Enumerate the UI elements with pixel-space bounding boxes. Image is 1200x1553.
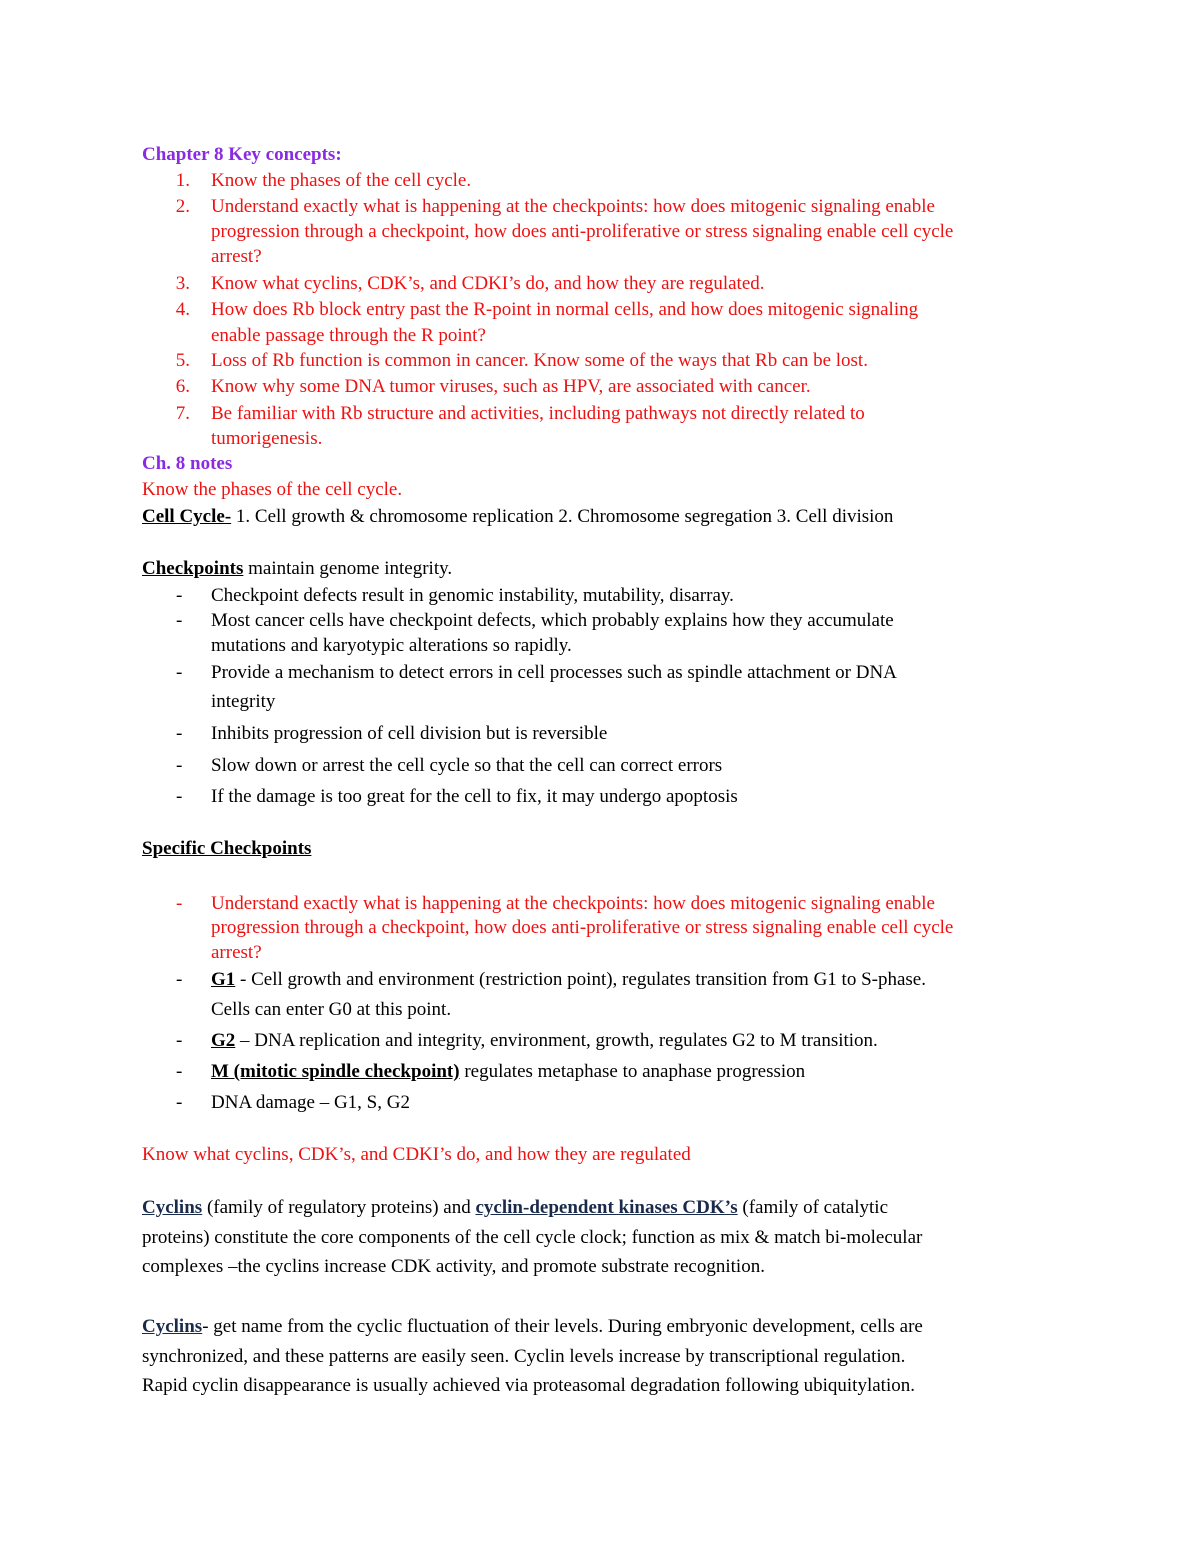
list-number: 1. <box>175 170 190 191</box>
list-number: 6. <box>175 376 190 397</box>
list-item-text: How does Rb block entry past the R-point in normal cells, and how does mitogenic signaling <box>211 299 919 320</box>
cell-cycle-definition <box>142 506 893 528</box>
cyclins-term: Cyclins <box>142 1197 203 1218</box>
bullet-dash: - <box>176 969 183 990</box>
bullet-text: mutations and karyotypic alterations so rapidly. <box>211 635 572 656</box>
list-item-text: Know the phases of the cell cycle. <box>211 170 472 191</box>
cyclins-line-1 <box>142 1197 888 1219</box>
checkpoints-text: maintain genome integrity. <box>243 558 453 579</box>
list-item-text: Know what cyclins, CDK’s, and CDKI’s do, and how they are regulated. <box>211 273 765 294</box>
cyclins-prompt: Know what cyclins, CDK’s, and CDKI’s do, and how they are regulated <box>142 1144 691 1165</box>
bullet-dash: - <box>176 786 183 807</box>
bullet-dash: - <box>176 662 183 683</box>
list-item-text: progression through a checkpoint, how does anti-proliferative or stress signaling enable cell cycle <box>211 221 954 242</box>
list-number: 5. <box>175 350 190 371</box>
bullet-text: Understand exactly what is happening at the checkpoints: how does mitogenic signaling enable <box>211 893 935 914</box>
bullet-dash: - <box>176 893 183 914</box>
list-number: 7. <box>175 403 190 424</box>
g1-checkpoint <box>211 969 926 991</box>
list-item-text: arrest? <box>211 246 262 267</box>
bullet-text: If the damage is too great for the cell to fix, it may undergo apoptosis <box>211 786 738 807</box>
bullet-text: progression through a checkpoint, how does anti-proliferative or stress signaling enable cell cycle <box>211 917 954 938</box>
bullet-text: arrest? <box>211 942 262 963</box>
bullet-text: Provide a mechanism to detect errors in cell processes such as spindle attachment or DNA <box>211 662 897 683</box>
bullet-text: Slow down or arrest the cell cycle so that the cell can correct errors <box>211 755 723 776</box>
bullet-dash: - <box>176 723 183 744</box>
bullet-dash: - <box>176 585 183 606</box>
cyclins-line-3: complexes –the cyclins increase CDK activity, and promote substrate recognition. <box>142 1256 765 1277</box>
bullet-text: integrity <box>211 691 276 712</box>
key-concepts-heading: Chapter 8 Key concepts: <box>142 144 342 165</box>
list-number: 4. <box>175 299 190 320</box>
dna-damage-checkpoint: DNA damage – G1, S, G2 <box>211 1092 410 1113</box>
g1-term: G1 <box>211 969 236 990</box>
bullet-text: Inhibits progression of cell division but is reversible <box>211 723 608 744</box>
g1-text-continued: Cells can enter G0 at this point. <box>211 999 452 1020</box>
list-item-text: Be familiar with Rb structure and activities, including pathways not directly related to <box>211 403 865 424</box>
cell-cycle-term: Cell Cycle- <box>142 506 232 527</box>
bullet-text: Most cancer cells have checkpoint defects, which probably explains how they accumulate <box>211 610 894 631</box>
cdk-term: cyclin-dependent kinases CDK’s <box>475 1197 738 1218</box>
cyclins-levels-line-1 <box>142 1316 923 1338</box>
list-item-text: enable passage through the R point? <box>211 325 486 346</box>
checkpoints-term: Checkpoints <box>142 558 244 579</box>
bullet-dash: - <box>176 755 183 776</box>
cyclins-line-2: proteins) constitute the core components of the cell cycle clock; function as mix & match bi-molecular <box>142 1227 923 1248</box>
checkpoints-definition <box>142 558 452 580</box>
notes-heading: Ch. 8 notes <box>142 453 233 474</box>
m-text: regulates metaphase to anaphase progression <box>459 1061 806 1082</box>
g2-text: – DNA replication and integrity, environment, growth, regulates G2 to M transition. <box>235 1030 878 1051</box>
m-term: M (mitotic spindle checkpoint) <box>211 1061 460 1082</box>
bullet-dash: - <box>176 610 183 631</box>
list-item-text: Know why some DNA tumor viruses, such as HPV, are associated with cancer. <box>211 376 811 397</box>
g1-text: - Cell growth and environment (restriction point), regulates transition from G1 to S-phase. <box>235 969 926 990</box>
cyclins-term: Cyclins <box>142 1316 203 1337</box>
cyclins-levels-text: - get name from the cyclic fluctuation of their levels. During embryonic development, cells are <box>202 1316 923 1337</box>
bullet-dash: - <box>176 1030 183 1051</box>
cyclins-levels-line-2: synchronized, and these patterns are easily seen. Cyclin levels increase by transcriptional regulation. <box>142 1346 906 1367</box>
list-item-text: Loss of Rb function is common in cancer. Know some of the ways that Rb can be lost. <box>211 350 868 371</box>
cyclins-text: (family of regulatory proteins) and <box>202 1197 476 1218</box>
bullet-text: Checkpoint defects result in genomic instability, mutability, disarray. <box>211 585 734 606</box>
cyclins-levels-line-3: Rapid cyclin disappearance is usually achieved via proteasomal degradation following ubiquitylation. <box>142 1375 915 1396</box>
cyclins-text: (family of catalytic <box>737 1197 889 1218</box>
g2-term: G2 <box>211 1030 236 1051</box>
g2-checkpoint <box>211 1030 878 1052</box>
list-item-text: tumorigenesis. <box>211 428 323 449</box>
phases-prompt: Know the phases of the cell cycle. <box>142 479 403 500</box>
list-item-text: Understand exactly what is happening at the checkpoints: how does mitogenic signaling enable <box>211 196 935 217</box>
list-number: 3. <box>175 273 190 294</box>
bullet-dash: - <box>176 1092 183 1113</box>
cell-cycle-text: 1. Cell growth & chromosome replication 2. Chromosome segregation 3. Cell division <box>231 506 894 527</box>
bullet-dash: - <box>176 1061 183 1082</box>
specific-checkpoints-heading: Specific Checkpoints <box>142 838 312 859</box>
m-checkpoint <box>211 1061 805 1083</box>
list-number: 2. <box>175 196 190 217</box>
